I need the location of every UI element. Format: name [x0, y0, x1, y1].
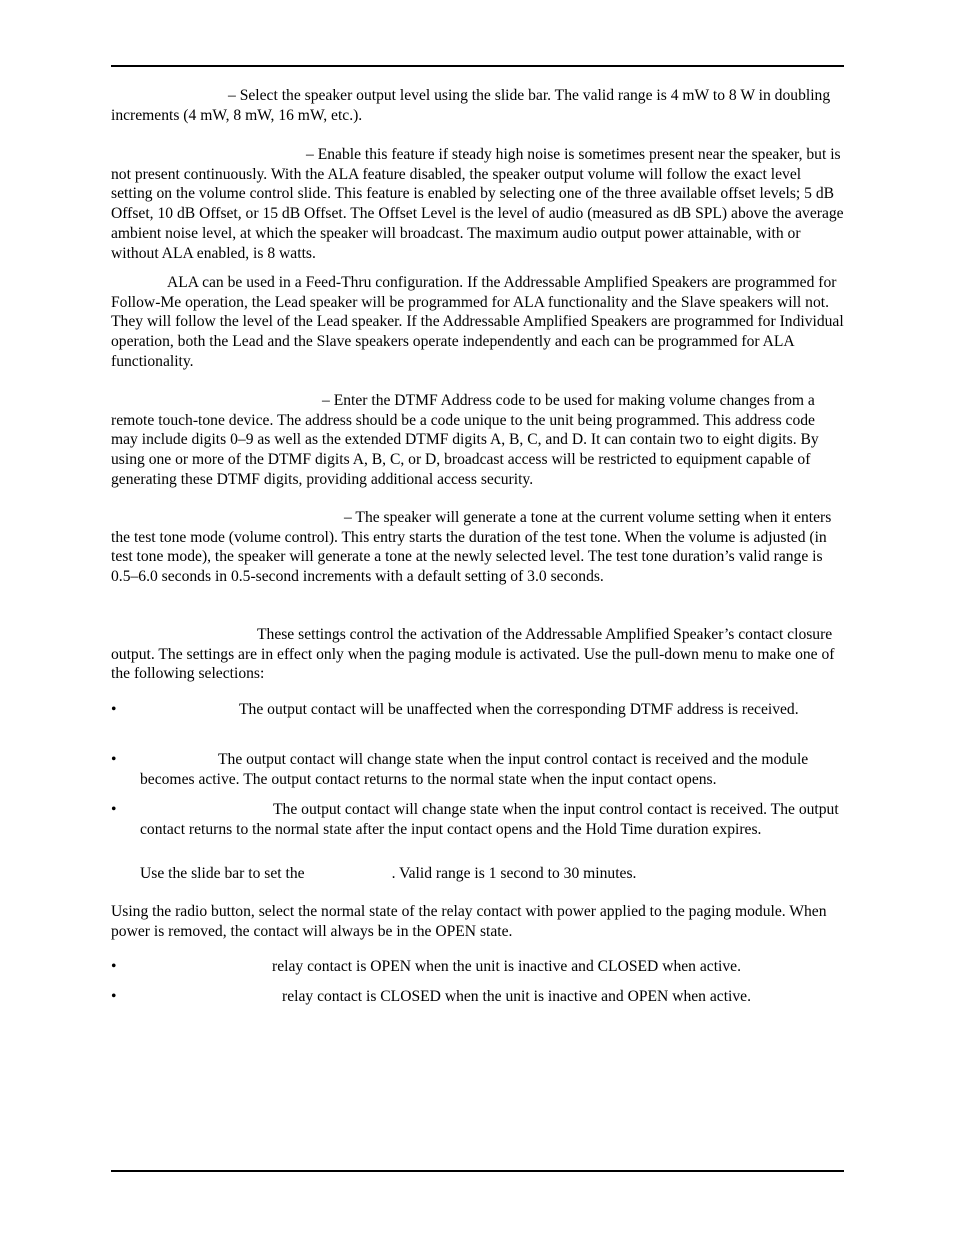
test-tone-text: – The speaker will generate a tone at the current volume setting when it enters the test tone mode (volume control). This entry starts the duration of the test tone. When the volume is adjusted (in test tone mode), the speaker will generate a tone at the newly selected level. The test tone duration’s valid range is 0.5–6.0 seconds in 0.5-second increments with a default setting of 3.0 seconds. [111, 509, 832, 586]
ala-paragraph [111, 145, 844, 263]
contact-option-1-text: The output contact will be unaffected when the corresponding DTMF address is received. [239, 701, 799, 718]
bullet-marker: • [111, 801, 117, 818]
bullet-marker: • [111, 751, 117, 768]
bullet-marker: • [111, 988, 117, 1005]
footer-rule [111, 1170, 844, 1172]
bullet-marker: • [111, 701, 117, 718]
dtmf-paragraph [111, 391, 844, 490]
hold-time-note [140, 864, 844, 884]
hold-time-note-b: . Valid range is 1 second to 30 minutes. [391, 865, 637, 882]
dtmf-text: – Enter the DTMF Address code to be used for making volume changes from a remote touch-tone device. The address should be a code unique to the unit being programmed. This address code may include digits 0–9 as well as the extended DTMF digits A, B, C, and D. It can contain two to eight digits. By using one or more of the DTMF digits A, B, C, or D, broadcast access will be restricted to equipment capable of generating these DTMF digits, providing additional access security. [111, 392, 819, 488]
contact-option-2-text: The output contact will change state when the input control contact is received and the module becomes active. The output contact returns to the normal state when the input contact opens. [140, 751, 809, 788]
header-rule [111, 65, 844, 67]
relay-intro-paragraph: Using the radio button, select the normal state of the relay contact with power applied to the paging module. When power is removed, the contact will always be in the OPEN state. [111, 903, 827, 940]
bullet-marker: • [111, 958, 117, 975]
contact-option-3-text: The output contact will change state when the input control contact is received. The output contact returns to the normal state after the input contact opens and the Hold Time duration expires. [140, 801, 839, 838]
speaker-level-text: – Select the speaker output level using the slide bar. The valid range is 4 mW to 8 W in doubling increments (4 mW, 8 mW, 16 mW, etc.). [111, 87, 831, 124]
contact-text: These settings control the activation of the Addressable Amplified Speaker’s contact closure output. The settings are in effect only when the paging module is activated. Use the pull-down menu to make one of the following selections: [111, 626, 835, 683]
speaker-level-paragraph [111, 86, 844, 125]
contact-paragraph [111, 625, 844, 684]
feed-thru-paragraph: ALA can be used in a Feed-Thru configuration. If the Addressable Amplified Speakers are programmed for Follow-Me operation, the Lead speaker will be programmed for ALA functionality and the Slave speakers will not. They will follow the level of the Lead speaker. If the Addressable Amplified Speakers are programmed for Individual operation, both the Lead and the Slave speakers operate independently and each can be programmed for ALA functionality. [111, 274, 844, 370]
relay-option-1-text: relay contact is OPEN when the unit is inactive and CLOSED when active. [272, 958, 741, 975]
hold-time-note-a: Use the slide bar to set the [140, 865, 305, 882]
test-tone-paragraph [111, 508, 844, 587]
relay-option-2-text: relay contact is CLOSED when the unit is inactive and OPEN when active. [282, 988, 751, 1005]
ala-text: – Enable this feature if steady high noise is sometimes present near the speaker, but is not present continuously. With the ALA feature disabled, the speaker output volume will follow the exact level setting on the volume control slide. This feature is enabled by selecting one of the three available offset levels; 5 dB Offset, 10 dB Offset, or 15 dB Offset. The Offset Level is the level of audio (measured as dB SPL) above the average ambient noise level, at which the speaker will broadcast. The maximum audio output power attainable, with or without ALA enabled, is 8 watts. [111, 146, 844, 262]
